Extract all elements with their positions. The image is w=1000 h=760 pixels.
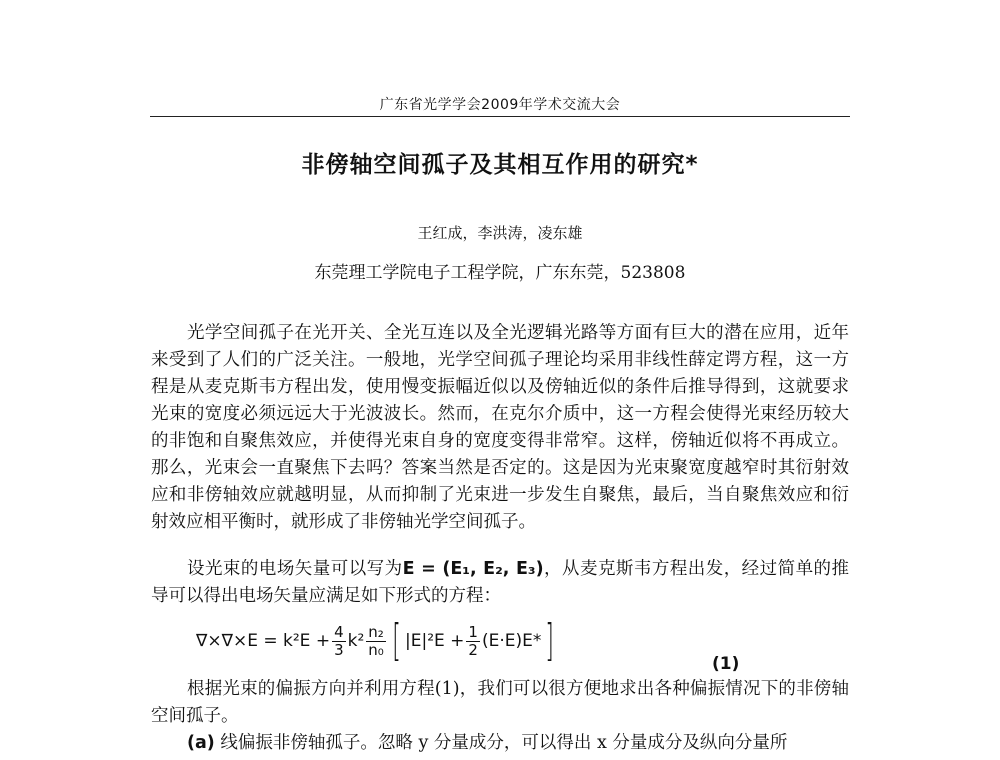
fraction-n2-n0 (366, 624, 386, 659)
header-rule (150, 116, 850, 117)
equation-term2: (E·E)E* (481, 631, 542, 651)
equation-term1: |E|²E + (405, 631, 465, 651)
field-vector-expression: E = (E₁, E₂, E₃) (402, 559, 544, 579)
paragraph-field-vector (151, 556, 849, 610)
equation-number: (1) (712, 654, 740, 674)
paragraph-field-vector-pre: 设光束的电场矢量可以写为 (187, 559, 403, 579)
fraction-denominator: n₀ (368, 640, 384, 659)
right-bracket: ] (545, 615, 555, 666)
item-label: (a) (187, 733, 215, 753)
left-bracket: [ (392, 615, 401, 666)
paragraph-polarization: 根据光束的偏振方向并利用方程(1)，我们可以很方便地求出各种偏振情况下的非傍轴空间孤子。 (151, 679, 849, 726)
fraction-numerator: 1 (468, 622, 478, 641)
conference-header: 广东省光学学会2009年学术交流大会 (379, 97, 621, 113)
affiliation: 东莞理工学院电子工程学院，广东东莞，523808 (314, 263, 686, 283)
paragraph-linear-polarization (151, 730, 849, 757)
paper-title: 非傍轴空间孤子及其相互作用的研究* (301, 152, 699, 178)
authors: 王红成，李洪涛，凌东雄 (417, 224, 583, 242)
equation-1 (196, 614, 559, 668)
equation-k-squared: k² (347, 631, 365, 651)
paragraph-field-vector-post: ，从麦克斯韦方程出发，经过简单的推导可以得出电场矢量应满足如下形式的方程： (151, 559, 850, 606)
fraction-one-half (466, 624, 480, 659)
fraction-denominator: 2 (468, 640, 478, 659)
fraction-numerator: 4 (334, 622, 344, 641)
fraction-denominator: 3 (334, 640, 344, 659)
fraction-four-thirds (332, 624, 346, 659)
paragraph-intro: 光学空间孤子在光开关、全光互连以及全光逻辑光路等方面有巨大的潜在应用，近年来受到了人们的广泛关注。一般地，光学空间孤子理论均采用非线性薛定谔方程，这一方程是从麦克斯韦方程出发，使用慢变振幅近似以及傍轴近似的条件后推导得到，这就要求光束的宽度必须远远大于光波波长。然而，在克尔介质中，这一方程会使得光束经历较大的非饱和自聚焦效应，并使得光束自身的宽度变得非常窄。这样，傍轴近似将不再成立。那么，光束会一直聚焦下去吗？答案当然是否定的。这是因为光束聚宽度越窄时其衍射效应和非傍轴效应就越明显，从而抑制了光束进一步发生自聚焦，最后，当自聚焦效应和衍射效应相平衡时，就形成了非傍轴光学空间孤子。 (151, 323, 849, 532)
fraction-numerator: n₂ (368, 622, 384, 641)
equation-lhs: ∇×∇×E = k²E + (196, 631, 331, 651)
paragraph-linear-polarization-text: 线偏振非傍轴孤子。忽略 y 分量成分，可以得出 x 分量成分及纵向分量所 (220, 733, 788, 753)
